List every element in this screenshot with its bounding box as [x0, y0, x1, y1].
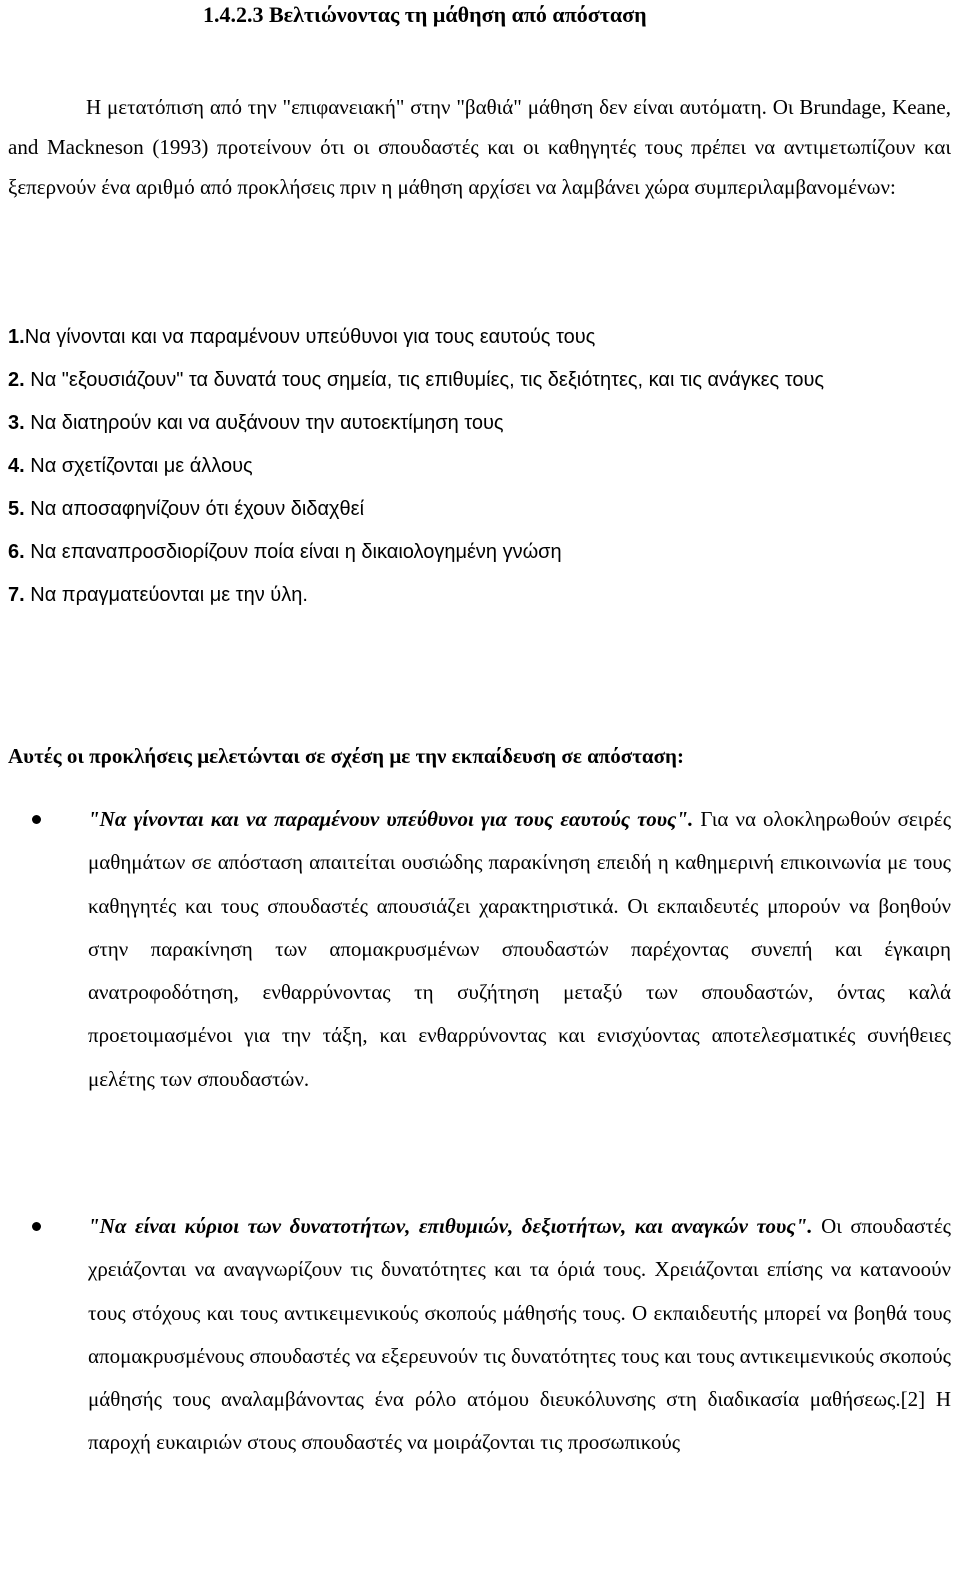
item-number: 6. — [8, 541, 25, 563]
item-number: 1. — [8, 326, 25, 348]
section-heading: 1.4.2.3 Βελτιώνοντας τη μάθηση από απόσταση — [203, 2, 647, 27]
item-text: Να διατηρούν και να αυξάνουν την αυτοεκτίμηση τους — [24, 412, 504, 434]
item-number: 3. — [8, 412, 25, 434]
bullet-text: Για να ολοκληρωθούν σειρές μαθημάτων σε απόσταση απαιτείται ουσιώδης παρακίνηση επειδή η καθημερινή επικοινωνία με τους καθηγητές και τους σπουδαστές απουσιάζει χαρακτηριστικά. Οι εκπαιδευτές μπορούν να βοηθούν στην παρακίνηση των απομακρυσμένων σπουδαστών παρέχοντας συνεπή και έγκαιρη ανατροφοδότηση, ενθαρρύνοντας τη συζήτηση μεταξύ των σπουδαστών, όντας καλά προετοιμασμένοι για την τάξη, και ενθαρρύνοντας και ενισχύοντας αποτελεσματικές συνήθειες μελέτης των σπουδαστών. — [88, 807, 952, 1091]
intro-paragraph — [8, 87, 951, 207]
bullet-item — [8, 798, 951, 1101]
item-text: Να επαναπροσδιορίζουν ποία είναι η δικαιολογημένη γνώση — [24, 541, 562, 563]
bullet-item — [8, 1205, 951, 1465]
item-text: Να αποσαφηνίζουν ότι έχουν διδαχθεί — [24, 498, 365, 520]
item-text: Να γίνονται και να παραμένουν υπεύθυνοι για τους εαυτούς τους — [24, 326, 596, 348]
item-number: 2. — [8, 369, 25, 391]
bullet-list-1 — [8, 798, 951, 1101]
bullet-list-2 — [8, 1205, 951, 1465]
list-item — [8, 580, 951, 610]
bullet-text: Οι σπουδαστές χρειάζονται να αναγνωρίζουν τις δυνατότητες και τα όριά τους. Χρειάζονται επίσης να κατανοούν τους στόχους και τους αντικειμενικούς σκοπούς μάθησής τους. Ο εκπαιδευτής μπορεί να βοηθά τους απομακρυσμένους σπουδαστές να εξερευνούν τις δυνατότητες τους και τους αντικειμενικούς σκοπούς μάθησής τους αναλαμβάνοντας ένα ρόλο ατόμου διευκόλυνσης στη διαδικασία μαθήσεως.[2] Η παροχή ευκαιριών στους σπουδαστές να μοιράζονται τις προσωπικούς — [88, 1214, 951, 1455]
item-text: Να "εξουσιάζουν" τα δυνατά τους σημεία, τις επιθυμίες, τις δεξιότητες, και τις ανάγκες τους — [24, 369, 825, 391]
item-number: 5. — [8, 498, 25, 520]
list-item — [8, 537, 951, 567]
list-item — [8, 322, 951, 352]
intro-text: Η μετατόπιση από την "επιφανειακή" στην "βαθιά" μάθηση δεν είναι αυτόματη. Οι Brundage, Keane, and Mackneson (1993) προτείνουν ότι οι σπουδαστές και οι καθηγητές τους πρέπει να αντιμετωπίζουν και ξεπερνούν ένα αριθμό από προκλήσεις πριν η μάθηση αρχίσει να λαμβάνει χώρα συμπεριλαμβανομένων: — [8, 95, 951, 199]
list-item — [8, 451, 951, 481]
list-item — [8, 408, 951, 438]
challenges-list — [8, 322, 951, 623]
bullet-icon — [32, 1222, 41, 1231]
bullet-icon — [32, 815, 41, 824]
bullet-lead: "Να είναι κύριοι των δυνατοτήτων, επιθυμιών, δεξιοτήτων, και αναγκών τους". — [88, 1214, 813, 1238]
item-text: Να σχετίζονται με άλλους — [24, 455, 253, 477]
bullet-lead: "Να γίνονται και να παραμένουν υπεύθυνοι για τους εαυτούς τους". — [88, 807, 694, 831]
item-number: 7. — [8, 584, 25, 606]
item-text: Να πραγματεύονται με την ύλη. — [24, 584, 308, 606]
list-item — [8, 365, 951, 395]
challenges-subheading: Αυτές οι προκλήσεις μελετώνται σε σχέση με την εκπαίδευση σε απόσταση: — [8, 744, 684, 768]
item-number: 4. — [8, 455, 25, 477]
list-item — [8, 494, 951, 524]
